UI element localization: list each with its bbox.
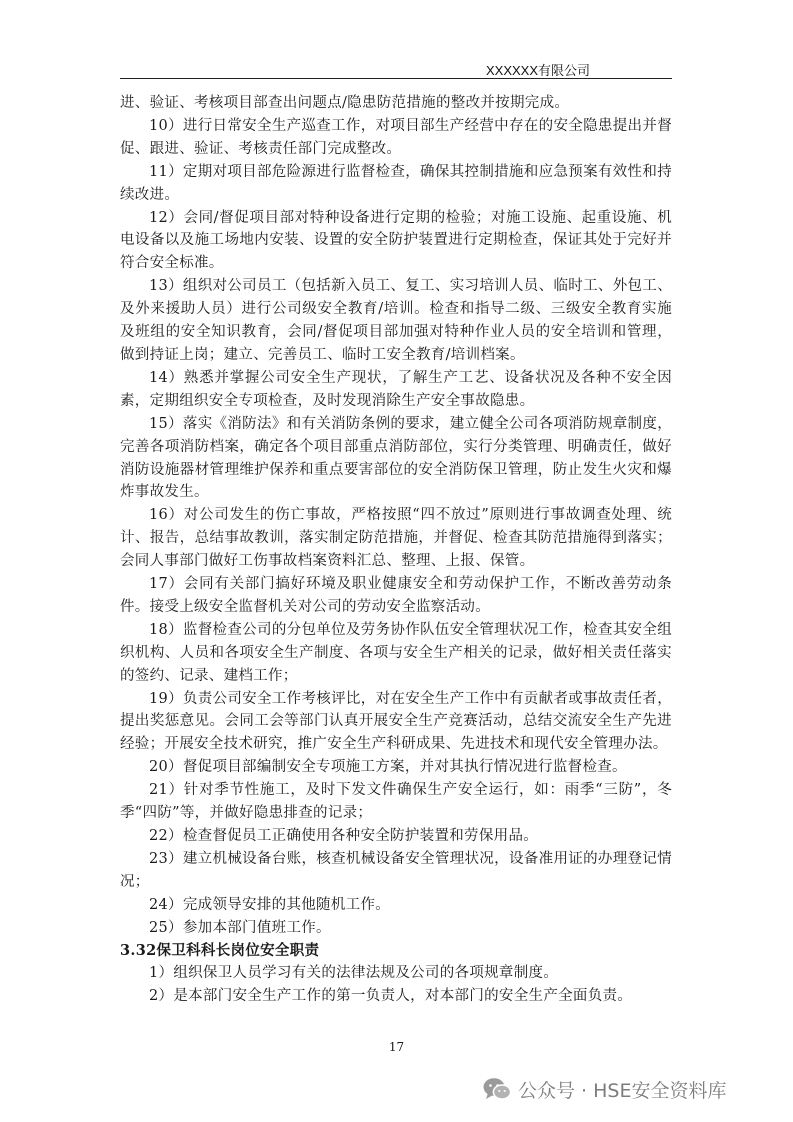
paragraph: 18）监督检查公司的分包单位及劳务协作队伍安全管理状况工作，检查其安全组织机构、人员和各项安全生产制度、各项与安全生产相关的记录，做好相关责任落实的签约、记录、建档工作； [120,621,672,684]
header-company: XXXXXX有限公司 [486,63,591,78]
paragraph: 14）熟悉并掌握公司安全生产现状，了解生产工艺、设备状况及各种不安全因素，定期组织安全专项检查，及时发现消除生产安全事故隐患。 [120,369,672,409]
paragraph: 25）参加本部门值班工作。 [149,919,331,936]
section-item: 2）是本部门安全生产工作的第一负责人，对本部门的安全生产全面负责。 [149,988,633,1005]
paragraph: 12）会同/督促项目部对特种设备进行定期的检验；对施工设施、起重设施、机电设备以及施工场地内安装、设置的安全防护装置进行定期检查，保证其处于完好并符合安全标准。 [120,209,672,272]
wechat-icon [482,1076,512,1102]
watermark-text: 公众号 · HSE安全资料库 [518,1079,727,1102]
document-body [120,92,672,1008]
section-heading: 3.32保卫科科长岗位安全职责 [120,941,320,959]
paragraph: 11）定期对项目部危险源进行监督检查，确保其控制措施和应急预案有效性和持续改进。 [120,163,672,203]
paragraph: 15）落实《消防法》和有关消防条例的要求，建立健全公司各项消防规章制度，完善各项消防档案，确定各个项目部重点消防部位，实行分类管理、明确责任，做好消防设施器材管理维护保养和重点要害部位的安全消防保卫管理，防止发生火灾和爆炸事故发生。 [120,415,672,501]
paragraph: 21）针对季节性施工，及时下发文件确保生产安全运行，如：雨季“三防”，冬季“四防”等，并做好隐患排查的记录； [120,782,672,822]
paragraph: 19）负责公司安全工作考核评比，对在安全生产工作中有贡献者或事故责任者，提出奖惩意见。会同工会等部门认真开展安全生产竞赛活动，总结交流安全生产先进经验；开展安全技术研究，推广安全生产科研成果、先进技术和现代安全管理办法。 [120,690,672,753]
paragraph: 17）会同有关部门搞好环境及职业健康安全和劳动保护工作，不断改善劳动条件。接受上级安全监督机关对公司的劳动安全监察活动。 [120,576,672,615]
paragraph: 进、验证、考核项目部查出问题点/隐患防范措施的整改并按期完成。 [120,95,570,111]
paragraph: 10）进行日常安全生产巡查工作，对项目部生产经营中存在的安全隐患提出并督促、跟进、验证、考核责任部门完成整改。 [120,117,672,157]
paragraph: 24）完成领导安排的其他随机工作。 [149,896,391,913]
paragraph: 23）建立机械设备台账，核查机械设备安全管理状况，设备准用证的办理登记情况； [120,850,672,890]
header-rule [120,78,672,79]
page-number: 17 [388,1040,405,1054]
paragraph: 22）检查督促员工正确使用各种安全防护装置和劳保用品。 [149,828,539,844]
paragraph: 20）督促项目部编制安全专项施工方案，并对其执行情况进行监督检查。 [149,759,627,776]
paragraph: 13）组织对公司员工（包括新入员工、复工、实习培训人员、临时工、外包工、及外来援助人员）进行公司级安全教育/培训。检查和指导二级、三级安全教育实施及班组的安全知识教育，会同/督促项目部加强对特种作业人员的安全培训和管理，做到持证上岗；建立、完善员工、临时工安全教育/培训档案。 [120,278,672,363]
watermark [482,1074,726,1104]
paragraph: 16）对公司发生的伤亡事故，严格按照“四不放过”原则进行事故调查处理、统计、报告，总结事故教训，落实制定防范措施，并督促、检查其防范措施得到落实；会同人事部门做好工伤事故档案资料汇总、整理、上报、保管。 [120,507,672,570]
section-item: 1）组织保卫人员学习有关的法律法规及公司的各项规章制度。 [149,965,559,982]
